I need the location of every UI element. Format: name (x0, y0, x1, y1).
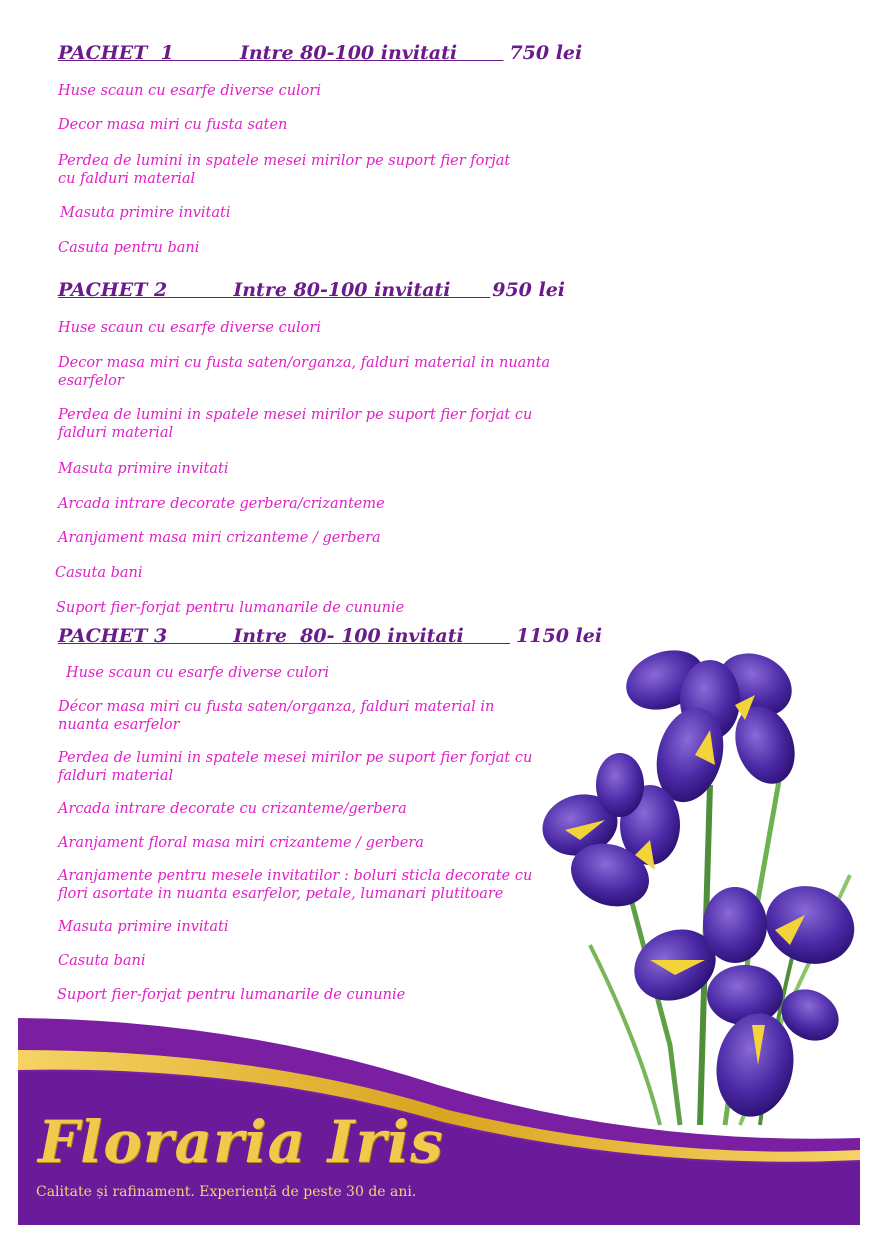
package-3-price: 1150 lei (516, 625, 603, 647)
package-1-label: PACHET 1 (58, 42, 174, 64)
package-1-item: Decor masa miri cu fusta saten (58, 117, 288, 133)
package-2-item: Perdea de lumini in spatele mesei mirilor pe suport fier forjat cu falduri material (58, 407, 533, 441)
package-2-price: 950 lei (492, 279, 566, 301)
package-3-item: Perdea de lumini in spatele mesei mirilor pe suport fier forjat cu falduri material (58, 750, 533, 784)
package-3-guests: Intre 80- 100 invitati (233, 625, 464, 647)
package-3-item: Aranjament floral masa miri crizanteme / gerbera (58, 835, 424, 851)
package-3-label: PACHET 3 (58, 625, 168, 647)
package-3-item: Arcada intrare decorate cu crizanteme/gerbera (58, 801, 407, 817)
package-2-item: Arcada intrare decorate gerbera/crizanteme (58, 496, 385, 512)
package-1-guests: Intre 80-100 invitati (239, 42, 458, 64)
package-2-item: Huse scaun cu esarfe diverse culori (58, 320, 321, 336)
package-3-item: Masuta primire invitati (58, 919, 229, 935)
package-3-item: Décor masa miri cu fusta saten/organza, falduri material in nuanta esarfelor (58, 699, 495, 733)
package-1-price: 750 lei (509, 42, 583, 64)
package-1-item: Perdea de lumini in spatele mesei mirilor pe suport fier forjat cu falduri material (58, 153, 511, 187)
package-1-item: Huse scaun cu esarfe diverse culori (58, 83, 321, 99)
package-2-label: PACHET 2 (58, 279, 168, 301)
package-2-item: Aranjament masa miri crizanteme / gerbera (58, 530, 381, 546)
package-2-title (58, 279, 565, 301)
package-1-item: Casuta pentru bani (58, 240, 200, 256)
package-3-item: Huse scaun cu esarfe diverse culori (66, 665, 329, 681)
package-1-item: Masuta primire invitati (60, 205, 231, 221)
brand-tagline: Calitate și rafinament. Experiență de peste 30 de ani. (36, 1184, 417, 1200)
package-3-item: Casuta bani (58, 953, 146, 969)
package-3-item: Aranjamente pentru mesele invitatilor : boluri sticla decorate cu flori asortate in nuanta esarfelor, petale, lumanari plutitoare (58, 868, 533, 902)
package-2-item: Suport fier-forjat pentru lumanarile de cununie (56, 600, 405, 616)
package-2-item: Decor masa miri cu fusta saten/organza, falduri material in nuanta esarfelor (58, 355, 551, 389)
package-3-item: Suport fier-forjat pentru lumanarile de cununie (57, 987, 406, 1003)
brand-logo-text: Floraria Iris (38, 1108, 444, 1176)
package-2-item: Casuta bani (55, 565, 143, 581)
package-2-guests: Intre 80-100 invitati (233, 279, 451, 301)
package-2-item: Masuta primire invitati (58, 461, 229, 477)
package-1-title (58, 42, 582, 64)
